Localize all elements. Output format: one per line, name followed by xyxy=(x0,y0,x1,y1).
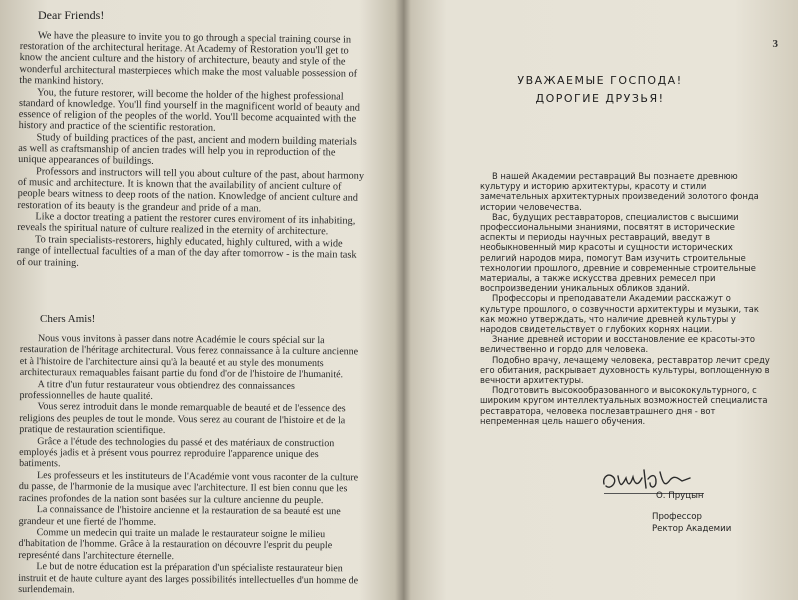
signatory-position: Ректор Академии xyxy=(652,524,732,534)
russian-paragraph: Подготовить высокообразованного и высококультурного, с широким кругом интеллектуальных возможностей специалиста реставратора, человека послезавтрашнего дня - вот непременная цель нашего обучения. xyxy=(480,385,768,426)
english-paragraph: Professors and instructors will tell you about culture of the past, about harmony of music and architecture. It is known that the availability of ancient culture of people bears witness to deep roots of the nation. Knowledge of ancient culture and restoration of its beauty is the grandeur and pride of a man. xyxy=(17,166,365,214)
english-paragraph: We have the pleasure to invite you to go through a special training course in restoration of the architectural heritage. At Academy of Restoration you'll get to know the ancient culture and the history of architecture, beauty and style of the wonderful architectural masterpieces which make the most valuable possession of the mankind history. xyxy=(19,30,358,87)
french-paragraph: Vous serez introduit dans le monde remarquable de beauté et de l'essence des religions des peuples de tout le monde. Vous serez au courant de l'histoire et de la pratique de restauration scientifique. xyxy=(19,401,346,437)
french-paragraph: Nous vous invitons à passer dans notre Académie le cours spécial sur la restauration de l'héritage architectural. Vous ferez connaissance à la culture ancienne et à l'histoire de l'architecture ainsi qu'à la beauté et au style des monuments architecturaux remaquables faisant partie du fond d'or de l'histoire de l'humanité. xyxy=(19,333,359,381)
english-paragraph: Like a doctor treating a patient the restorer cures enviroment of its inhabiting, reveals the spiritual nature of culture realized in the eternity of architecture. xyxy=(17,211,356,238)
french-paragraph: Grâce a l'étude des technologies du passé et des matériaux de construction employés jadis et à présent vous pourrez reproduire l'apparence unique des batiments. xyxy=(19,435,335,470)
signatory-name: О. Пруцын xyxy=(656,491,704,501)
english-paragraph: To train specialists-restorers, highly educated, highly cultured, with a wide range of intellectual faculties of a man of the day after tomorrow - is the main task of our training. xyxy=(16,234,357,269)
russian-greeting-line-2: ДОРОГИЕ ДРУЗЬЯ! xyxy=(535,92,665,105)
french-letter xyxy=(18,333,360,598)
russian-greeting-line-1: УВАЖАЕМЫЕ ГОСПОДА! xyxy=(517,74,683,87)
russian-paragraph: Подобно врачу, лечащему человека, реставратор лечит среду его обитания, раскрывает духовность культуры, воплощенную в вечности архитектуры. xyxy=(480,354,770,386)
french-paragraph: Le but de notre éducation est la préparation d'un spécialiste restaurateur bien instruit et de haute culture ayant des larges possibilités intellectuelles d'un homme de surlendemain. xyxy=(18,561,359,596)
russian-paragraph: Профессоры и преподаватели Академии расскажут о культуре прошлого, о созвучности архитектуры и музыки, так как можно утверждать, что наличие древней культуры у народов свидетельствует о глубоких корнях нации. xyxy=(480,293,759,335)
left-page xyxy=(0,0,396,600)
french-paragraph: Comme un medecin qui traite un malade le restaurateur soigne le milieu d'habitation de l'homme. Grâce à la restauration on découvre l'esprit du peuple represénté dans l'architecture éternelle. xyxy=(18,527,333,562)
signatory-title: Профессор xyxy=(652,512,702,522)
russian-paragraph: Вас, будущих реставраторов, специалистов с высшими профессиональными знаниями, посвятят в исторические аспекты и периоды научных реставраций, введут в необыкновенный мир красоты и сущности исторических религий народов мира, помогут Вам изучить строительные технологии прошлого, древние и современные строительные материалы, а также искусства древних ремесел при воспроизведении уникальных обликов зданий. xyxy=(480,211,756,294)
russian-paragraph: В нашей Академии реставраций Вы познаете древнюю культуру и историю архитектуры, красоту и стили замечательных архитектурных произведений золотого фонда истории человечества. xyxy=(480,171,759,212)
page-number: 3 xyxy=(772,38,778,50)
french-paragraph: Les professeurs et les instituteurs de l'Académie vont vous raconter de la culture du passe, de l'harmonie de la musique avec l'architecture. Il est bien connu que les racines profondes de la nation sont basées sur la culture ancienne du peuple. xyxy=(18,469,359,506)
english-letter xyxy=(17,30,366,273)
right-page xyxy=(402,0,798,600)
russian-paragraph: Знание древней истории и восстановление ее красоты-это величественно и гордо для человека. xyxy=(480,334,756,355)
french-paragraph: A titre d'un futur restaurateur vous obtiendrez des connaissances professionnelles de haute qualité. xyxy=(19,378,295,402)
russian-letter xyxy=(480,171,770,426)
english-paragraph: Study of building practices of the past, ancient and modern building materials as well as craftsmanship of ancien trades will help you in reproduction of the unique appearances of buildings. xyxy=(18,132,357,168)
english-greeting: Dear Friends! xyxy=(38,8,105,22)
english-paragraph: You, the future restorer, will become the holder of the highest professional standard of knowledge. You'll find yourself in the magnificent world of beauty and essence of religion of the peoples of the world. You'll become acquainted with the history and practice of the scientific restoration. xyxy=(18,86,361,134)
french-greeting: Chers Amis! xyxy=(40,313,96,325)
french-paragraph: La connaissance de l'histoire ancienne et la restauration de sa beauté est une grandeur et une fierté de l'homme. xyxy=(18,504,341,528)
